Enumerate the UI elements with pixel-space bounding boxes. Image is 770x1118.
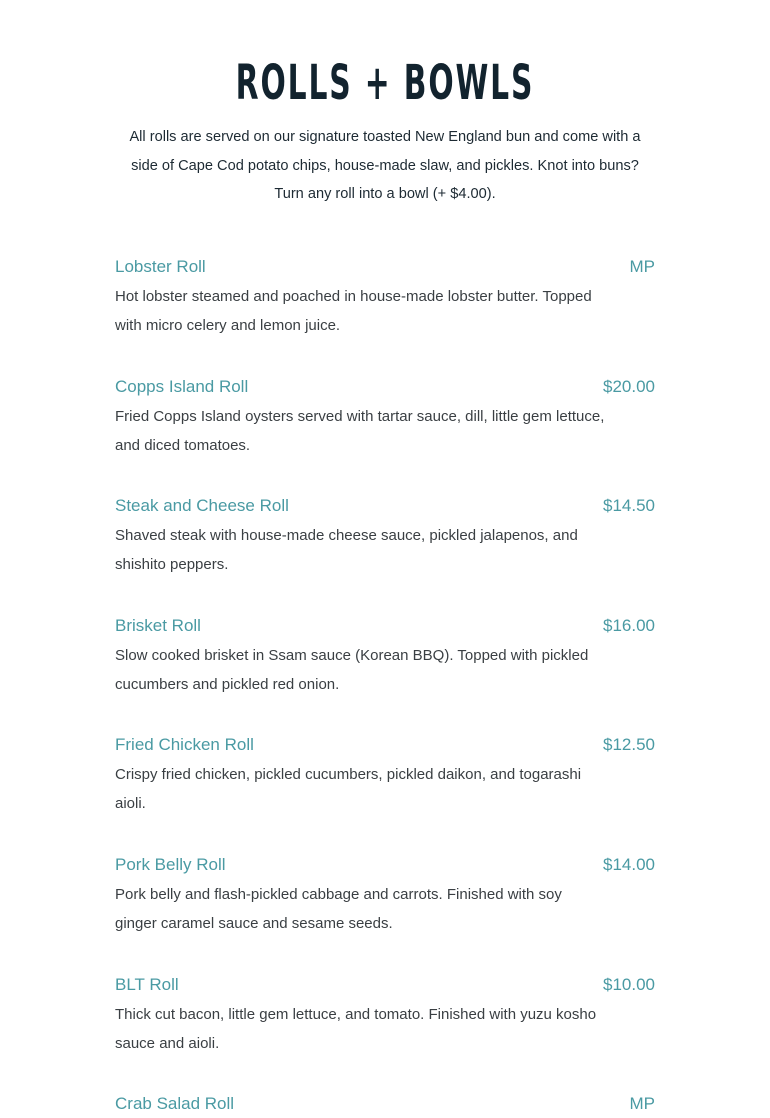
item-price: MP bbox=[629, 257, 655, 276]
item-description: Pork belly and flash-pickled cabbage and carrots. Finished with soy ginger caramel sauce and sesame seeds. bbox=[115, 886, 562, 932]
item-name: Pork Belly Roll bbox=[115, 855, 226, 874]
menu-item-copps-island-roll bbox=[115, 373, 655, 461]
item-price: $14.50 bbox=[603, 496, 655, 515]
item-price: MP bbox=[629, 1094, 655, 1113]
menu-item-fried-chicken-roll bbox=[115, 731, 655, 819]
item-name: Lobster Roll bbox=[115, 257, 206, 276]
item-name: Copps Island Roll bbox=[115, 377, 249, 396]
item-name: Crab Salad Roll bbox=[115, 1094, 235, 1113]
menu-item-blt-roll bbox=[115, 971, 655, 1059]
item-name: Fried Chicken Roll bbox=[115, 735, 254, 754]
item-price: $20.00 bbox=[603, 377, 655, 396]
item-price: $14.00 bbox=[603, 855, 655, 874]
menu-item-brisket-roll bbox=[115, 612, 655, 700]
item-description: Thick cut bacon, little gem lettuce, and tomato. Finished with yuzu kosho sauce and aioli. bbox=[115, 1006, 597, 1052]
item-price: $10.00 bbox=[603, 975, 655, 994]
menu-item-lobster-roll bbox=[115, 253, 655, 341]
item-price: $16.00 bbox=[603, 616, 655, 635]
menu-section bbox=[115, 0, 655, 1113]
item-price: $12.50 bbox=[603, 735, 655, 754]
item-name: Steak and Cheese Roll bbox=[115, 496, 289, 515]
menu-item-crab-salad-roll bbox=[115, 1090, 655, 1118]
menu-item-steak-and-cheese-roll bbox=[115, 492, 655, 580]
menu-intro: All rolls are served on our signature toasted New England bun and come with a side of Cape Cod potato chips, house-made slaw, and pickles. Knot into buns? Turn any roll into a bowl (+ $4.00). bbox=[129, 129, 641, 202]
item-description: Slow cooked brisket in Ssam sauce (Korean BBQ). Topped with pickled cucumbers and pickled red onion. bbox=[115, 647, 589, 693]
item-description: Hot lobster steamed and poached in house-made lobster butter. Topped with micro celery and lemon juice. bbox=[115, 288, 592, 334]
item-description: Crispy fried chicken, pickled cucumbers, pickled daikon, and togarashi aioli. bbox=[115, 766, 582, 812]
item-description: Fried Copps Island oysters served with tartar sauce, dill, little gem lettuce, and diced tomatoes. bbox=[115, 408, 605, 454]
menu-item-pork-belly-roll bbox=[115, 851, 655, 939]
item-name: Brisket Roll bbox=[115, 616, 201, 635]
menu-title: ROLLS + BOWLS bbox=[235, 55, 535, 111]
item-name: BLT Roll bbox=[115, 975, 179, 994]
item-description: Shaved steak with house-made cheese sauce, pickled jalapenos, and shishito peppers. bbox=[115, 527, 578, 573]
